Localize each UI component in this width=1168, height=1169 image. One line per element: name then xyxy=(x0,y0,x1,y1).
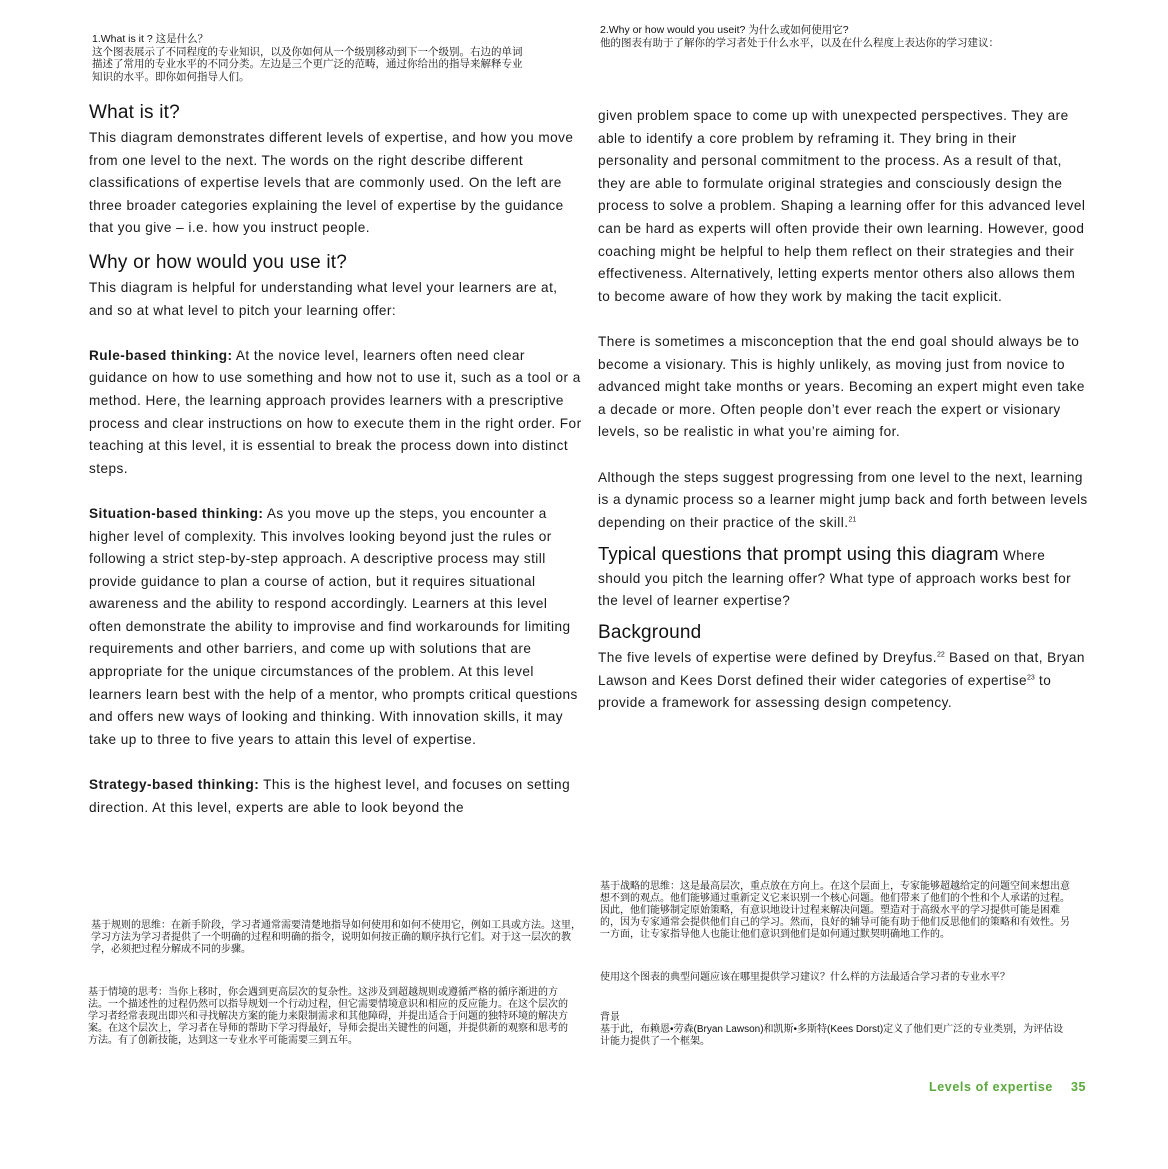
footnote-22: 22 xyxy=(936,651,945,659)
strategy-based-paragraph xyxy=(89,774,584,819)
strategy-based-text: This is the highest level, and focuses on setting direction. At this level, experts are able to look beyond the xyxy=(89,777,571,815)
cn-background-note xyxy=(600,1012,1070,1048)
page-number: 35 xyxy=(1070,1080,1087,1094)
what-is-it-paragraph: This diagram demonstrates different levels of expertise, and how you move from one level to the next. The words on the right describe different classifications of expertise levels that are commonly used. On the left are three broader categories explaining the level of expertise by the guidance that you give – i.e. how you instruct people. xyxy=(89,130,574,236)
cn-typical-note: 使用这个图表的典型问题应该在哪里提供学习建议？什么样的方法最适合学习者的专业水平？ xyxy=(600,972,1010,983)
situation-based-text: As you move up the steps, you encounter a higher level of complexity. This involves looking beyond just the rules or following a strict step-by-step approach. A descriptive process may still provide guidance to plan a course of action, but it requires situational awareness and the ability to respond accordingly. Learners at this level often demonstrate the ability to improvise and find workarounds for limiting requirements and other barriers, and come up with solutions that are appropriate for the unique circumstances of the problem. At this level learners learn best with the help of a mentor, who prompts critical questions and offers new ways of looking and thinking. With innovation skills, it may take up to three to five years to attain this level of expertise. xyxy=(89,505,578,747)
typical-questions-heading: Typical questions that prompt using this diagram xyxy=(598,543,999,565)
situation-based-paragraph xyxy=(89,503,584,752)
dynamic-steps-text: Although the steps suggest progressing from one level to the next, learning is a dynamic process so a learner might jump back and forth between levels depending on their practice of the skill. xyxy=(598,469,1088,530)
background-heading: Background xyxy=(598,622,702,644)
rule-based-text: At the novice level, learners often need clear guidance on how to use something and how not to use it, such as a tool or a method. Here, the learning approach provides learners with a prescriptive process and clear instructions on how to execute them in the right order. For teaching at this level, it is essential to break the process down into distinct steps. xyxy=(89,347,582,476)
background-paragraph xyxy=(598,647,1088,715)
rule-based-paragraph xyxy=(89,345,584,481)
situation-based-lead: Situation-based thinking: xyxy=(89,505,264,521)
cn-why-body: 他的图表有助于了解你的学习者处于什么水平，以及在什么程度上表达你的学习建议： xyxy=(600,36,999,49)
typical-questions-paragraph xyxy=(598,542,1088,613)
cn-situation-note: 基于情境的思考：当你上移时，你会遇到更高层次的复杂性。这涉及到超越规则或遵循严格的循序渐进的方法。一个描述性的过程仍然可以指导规划一个行动过程，但它需要情境意识和相应的反应能力。在这个层次的学习者经常表现出即兴和寻找解决方案的能力来限制需求和其他障碍，并提出适合于问题的独特环境的解决方案。在这个层次上，学习者在导师的帮助下学习得最好，导师会提出关键性的问题，并提供新的观察和思考的方法。有了创新技能，达到这一专业水平可能需要三到五年。 xyxy=(88,987,568,1046)
rule-based-lead: Rule-based thinking: xyxy=(89,347,233,363)
strategy-continued-paragraph: given problem space to come up with unexpected perspectives. They are able to identify a core problem by reframing it. They bring in their personality and personal commitment to the process. As a result of that, they are able to formulate original strategies and consciously design the process to solve a problem. Shaping a learning offer for this advanced level can be hard as experts will often provide their own learning. However, good coaching might be helpful to help them reflect on their strategies and their effectiveness. Alternatively, letting experts mentor others also allows them to become aware of how they work by making the tacit explicit. xyxy=(598,108,1086,304)
cn-rule-note: 基于规则的思维：在新手阶段，学习者通常需要清楚地指导如何使用和如何不使用它，例如工具或方法。这里，学习方法为学习者提供了一个明确的过程和明确的指令，说明如何按正确的顺序执行它们。对于这一层次的教学，必须把过程分解成不同的步骤。 xyxy=(91,920,581,955)
cn-why-title: 2.Why or how would you useit? 为什么或如何使用它? xyxy=(600,24,849,36)
cn-why-note xyxy=(600,24,1040,49)
what-is-it-heading: What is it? xyxy=(89,102,180,123)
cn-what-note xyxy=(92,33,532,83)
background-text-2: Based on that, Bryan Lawson and Kees Dorst defined their wider categories of expertise xyxy=(598,650,1085,688)
why-use-paragraph: This diagram is helpful for understanding what level your learners are at, and so at what level to pitch your learning offer: xyxy=(89,279,558,318)
cn-what-body: 这个图表展示了不同程度的专业知识，以及你如何从一个级别移动到下一个级别。右边的单词描述了常用的专业水平的不同分类。左边是三个更广泛的范畴，通过你给出的指导来解释专业知识的水平。即你如何指导人们。 xyxy=(92,45,523,83)
cn-background-title: 背景 xyxy=(600,1012,620,1023)
cn-what-title: 1.What is it ? 这是什么？ xyxy=(92,33,209,45)
typical-questions-text: Where should you pitch the learning offer? What type of approach works best for the level of learner expertise? xyxy=(598,548,1072,609)
why-use-heading: Why or how would you use it? xyxy=(89,251,347,273)
footnote-23: 23 xyxy=(1026,674,1035,682)
background-text-3: to provide a framework for assessing design competency. xyxy=(598,672,1052,711)
dynamic-steps-paragraph xyxy=(598,467,1088,535)
cn-strategy-note: 基于战略的思维：这是最高层次，重点放在方向上。在这个层面上，专家能够超越给定的问题空间来想出意想不到的观点。他们能够通过重新定义它来识别一个核心问题。他们带来了他们的个性和个人承诺的过程。因此，他们能够制定原始策略，有意识地设计过程来解决问题。塑造对于高级水平的学习提供可能是困难的，因为专家通常会提供他们自己的学习。然而，良好的辅导可能有助于他们反思他们的策略和有效性。另一方面，让专家指导他人也能让他们意识到他们是如何通过默契明确地工作的。 xyxy=(600,881,1070,940)
page-footer xyxy=(929,1080,1086,1094)
cn-background-body: 基于此，布赖恩•劳森(Bryan Lawson)和凯斯•多斯特(Kees Dorst)定义了他们更广泛的专业类别，为评估设计能力提供了一个框架。 xyxy=(600,1024,1064,1047)
section-title: Levels of expertise xyxy=(929,1080,1053,1094)
left-column xyxy=(89,101,584,819)
background-text-1: The five levels of expertise were defined by Dreyfus. xyxy=(598,650,937,666)
right-column xyxy=(598,105,1088,715)
strategy-based-lead: Strategy-based thinking: xyxy=(89,777,260,793)
misconception-paragraph: There is sometimes a misconception that the end goal should always be to become a visionary. This is highly unlikely, as moving just from novice to advanced might take months or years. Becoming an expert might even take a decade or more. Often people don’t ever reach the expert or visionary levels, so be realistic in what you’re aiming for. xyxy=(598,333,1085,440)
footnote-21: 21 xyxy=(848,516,857,524)
